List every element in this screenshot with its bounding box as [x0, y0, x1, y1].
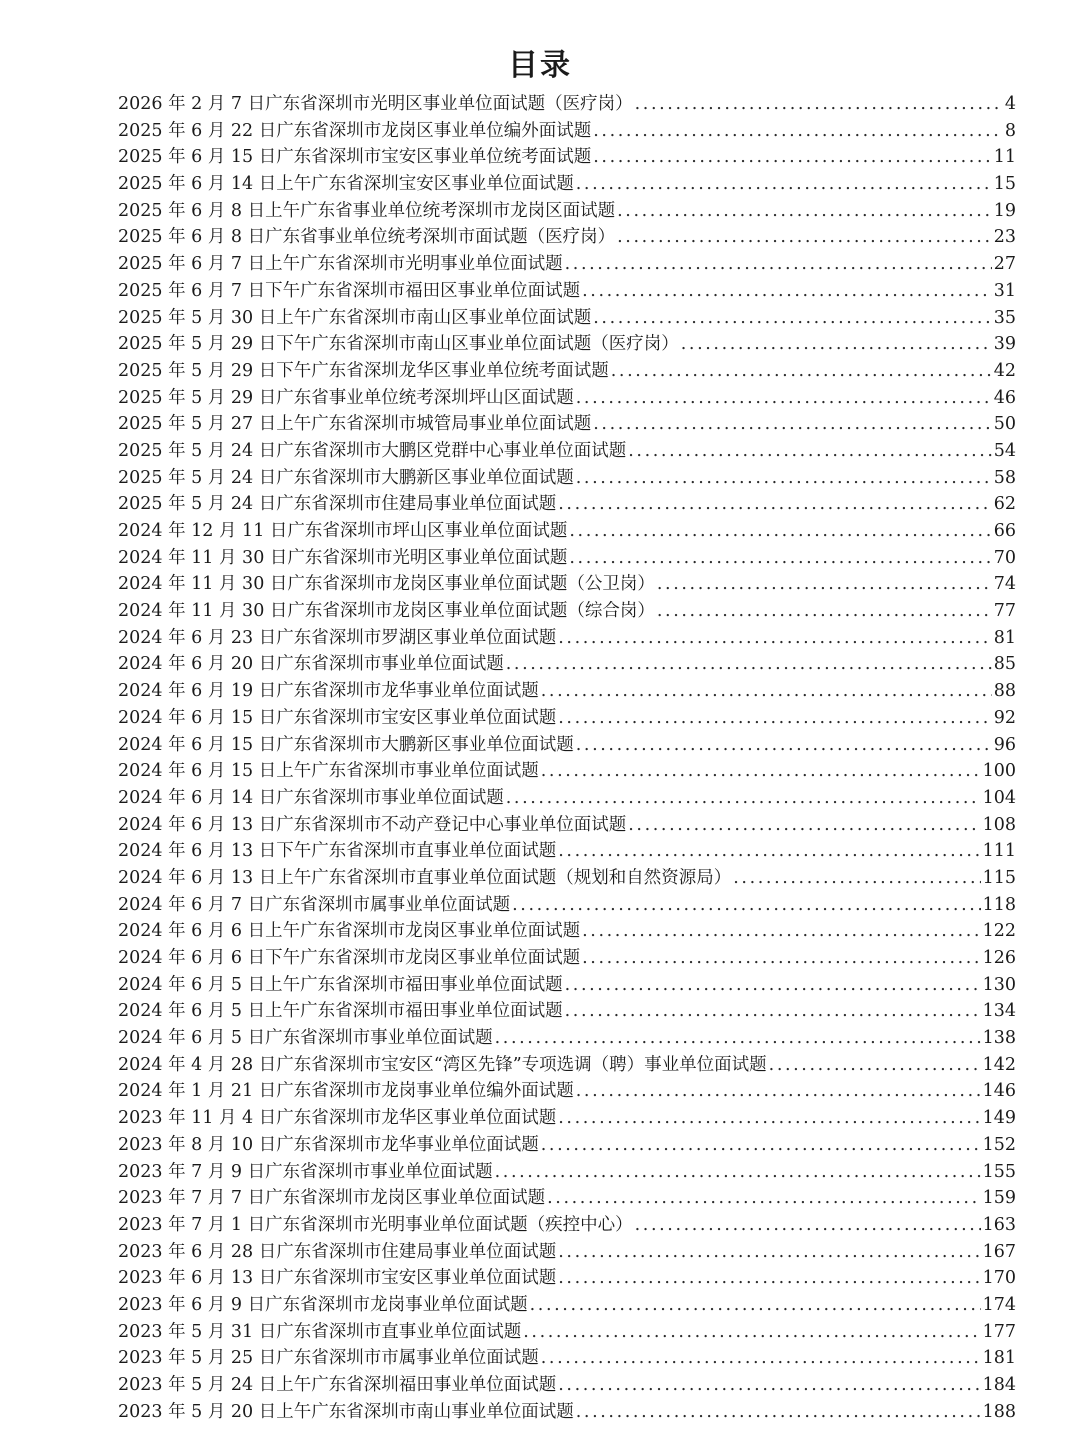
dot-leader	[530, 1292, 981, 1319]
toc-entry-title: 2024 年 6 月 6 日上午广东省深圳市龙岗区事业单位面试题	[118, 921, 581, 942]
toc-entry[interactable]	[118, 1052, 1016, 1079]
toc-entry-page-number: 177	[982, 1321, 1016, 1342]
dot-leader	[582, 918, 980, 945]
dot-leader	[628, 812, 980, 839]
toc-entry-title: 2024 年 1 月 21 日广东省深圳市龙岗事业单位编外面试题	[118, 1081, 574, 1102]
toc-entry-page-number: 184	[982, 1375, 1016, 1395]
toc-entry-title: 2025 年 6 月 22 日广东省深圳市龙岗区事业单位编外面试题	[118, 120, 592, 141]
dot-leader	[593, 411, 991, 438]
toc-entry[interactable]	[118, 972, 1016, 999]
toc-entry[interactable]	[118, 1399, 1016, 1426]
dot-leader	[495, 1159, 981, 1186]
toc-entry-title: 2024 年 11 月 30 日广东省深圳市龙岗区事业单位面试题（公卫岗）	[118, 574, 655, 595]
toc-entry-title: 2023 年 8 月 10 日广东省深圳市龙华事业单位面试题	[118, 1134, 539, 1155]
dot-leader	[558, 491, 991, 518]
toc-entry-title: 2024 年 6 月 5 日广东省深圳市事业单位面试题	[118, 1028, 493, 1049]
toc-entry-title: 2024 年 6 月 13 日广东省深圳市不动产登记中心事业单位面试题	[118, 814, 627, 835]
dot-leader	[769, 1052, 981, 1079]
toc-entry[interactable]	[118, 278, 1016, 305]
dot-leader	[617, 224, 992, 251]
toc-entry-page-number: 104	[982, 787, 1016, 808]
toc-entry-title: 2023 年 7 月 7 日广东省深圳市龙岗区事业单位面试题	[118, 1188, 546, 1209]
dot-leader	[617, 198, 992, 225]
toc-entry[interactable]	[118, 438, 1016, 465]
toc-entry-page-number: 77	[993, 601, 1016, 622]
toc-entry[interactable]	[118, 144, 1016, 171]
dot-leader	[576, 1078, 981, 1105]
dot-leader	[558, 838, 980, 865]
toc-entry-title: 2024 年 6 月 15 日广东省深圳市宝安区事业单位面试题	[118, 707, 557, 728]
toc-entry-page-number: 146	[982, 1081, 1016, 1102]
toc-entry-page-number: 35	[993, 307, 1016, 328]
dot-leader	[593, 118, 1003, 145]
toc-entry[interactable]	[118, 118, 1016, 145]
toc-entry-title: 2025 年 5 月 24 日广东省深圳市大鹏区党群中心事业单位面试题	[118, 440, 627, 461]
toc-entry-page-number: 170	[982, 1268, 1016, 1289]
toc-entry-title: 2025 年 6 月 14 日上午广东省深圳宝安区事业单位面试题	[118, 174, 574, 195]
toc-entry-page-number: 62	[993, 494, 1016, 515]
dot-leader	[582, 945, 980, 972]
toc-entry-page-number: 126	[982, 948, 1016, 968]
toc-entry-title: 2024 年 6 月 15 日广东省深圳市大鹏新区事业单位面试题	[118, 734, 574, 755]
toc-entry[interactable]	[118, 571, 1016, 598]
toc-entry-page-number: 152	[982, 1134, 1016, 1155]
dot-leader	[565, 998, 981, 1025]
toc-entry-title: 2024 年 11 月 30 日广东省深圳市光明区事业单位面试题	[118, 547, 568, 568]
toc-entry-page-number: 142	[982, 1054, 1016, 1075]
toc-entry[interactable]	[118, 865, 1016, 892]
dot-leader	[541, 1132, 981, 1159]
toc-entry-page-number: 115	[982, 867, 1016, 888]
toc-entry-page-number: 149	[982, 1108, 1016, 1129]
toc-entry-page-number: 31	[993, 280, 1016, 301]
toc-entry-page-number: 4	[1004, 94, 1016, 114]
toc-entry[interactable]	[118, 331, 1016, 358]
toc-entry-page-number: 108	[982, 814, 1016, 835]
toc-entry-page-number: 50	[993, 414, 1016, 435]
dot-leader	[512, 892, 980, 919]
toc-entry[interactable]	[118, 678, 1016, 705]
toc-entry[interactable]	[118, 892, 1016, 919]
toc-entry-page-number: 118	[982, 894, 1016, 915]
toc-entry-title: 2024 年 6 月 20 日广东省深圳市事业单位面试题	[118, 654, 504, 675]
toc-entry-title: 2025 年 6 月 15 日广东省深圳市宝安区事业单位统考面试题	[118, 147, 592, 168]
toc-entry[interactable]	[118, 945, 1016, 972]
toc-entry-title: 2023 年 5 月 24 日上午广东省深圳福田事业单位面试题	[118, 1375, 557, 1395]
toc-entry-page-number: 111	[982, 841, 1016, 862]
toc-entry-title: 2024 年 4 月 28 日广东省深圳市宝安区“湾区先锋”专项选调（聘）事业单位面试题	[118, 1054, 767, 1075]
dot-leader	[582, 278, 992, 305]
dot-leader	[593, 144, 991, 171]
toc-entry[interactable]	[118, 758, 1016, 785]
dot-leader	[558, 705, 991, 732]
toc-entry-page-number: 11	[993, 147, 1016, 168]
toc-entry[interactable]	[118, 998, 1016, 1025]
toc-entry[interactable]	[118, 1078, 1016, 1105]
toc-entry[interactable]	[118, 224, 1016, 251]
toc-entry-title: 2023 年 5 月 31 日广东省深圳市直事业单位面试题	[118, 1321, 522, 1342]
toc-entry-title: 2024 年 6 月 5 日上午广东省深圳市福田事业单位面试题	[118, 974, 563, 995]
toc-entry-page-number: 167	[982, 1241, 1016, 1262]
toc-entry-title: 2025 年 5 月 30 日上午广东省深圳市南山区事业单位面试题	[118, 307, 592, 328]
toc-entry-page-number: 155	[982, 1161, 1016, 1182]
toc-entry[interactable]	[118, 1239, 1016, 1266]
toc-entry-title: 2023 年 7 月 9 日广东省深圳市事业单位面试题	[118, 1161, 493, 1182]
toc-entry-title: 2023 年 11 月 4 日广东省深圳市龙华区事业单位面试题	[118, 1108, 557, 1129]
toc-entry-title: 2026 年 2 月 7 日广东省深圳市光明区事业单位面试题（医疗岗）	[118, 94, 633, 114]
dot-leader	[565, 972, 981, 999]
toc-entry[interactable]	[118, 651, 1016, 678]
toc-entry[interactable]	[118, 1292, 1016, 1319]
dot-leader	[576, 171, 992, 198]
table-of-contents	[118, 91, 1016, 1425]
toc-entry-page-number: 130	[982, 974, 1016, 995]
toc-entry-page-number: 174	[982, 1294, 1016, 1315]
toc-entry[interactable]	[118, 465, 1016, 492]
dot-leader	[565, 251, 992, 278]
toc-entry-title: 2025 年 5 月 29 日下午广东省深圳市南山区事业单位面试题（医疗岗）	[118, 334, 679, 355]
toc-entry-page-number: 181	[982, 1348, 1016, 1369]
toc-entry-title: 2024 年 6 月 13 日上午广东省深圳市直事业单位面试题（规划和自然资源局）	[118, 867, 732, 888]
toc-entry-title: 2024 年 6 月 5 日上午广东省深圳市福田事业单位面试题	[118, 1001, 563, 1022]
dot-leader	[541, 678, 992, 705]
dot-leader	[569, 545, 991, 572]
toc-entry-title: 2023 年 7 月 1 日广东省深圳市光明事业单位面试题（疾控中心）	[118, 1214, 633, 1235]
toc-entry[interactable]	[118, 1265, 1016, 1292]
toc-entry-title: 2024 年 6 月 14 日广东省深圳市事业单位面试题	[118, 787, 504, 808]
toc-entry[interactable]	[118, 598, 1016, 625]
toc-entry-page-number: 138	[982, 1028, 1016, 1049]
toc-entry-page-number: 46	[993, 387, 1016, 408]
toc-entry-title: 2025 年 5 月 24 日广东省深圳市大鹏新区事业单位面试题	[118, 467, 574, 488]
toc-entry-title: 2024 年 11 月 30 日广东省深圳市龙岗区事业单位面试题（综合岗）	[118, 601, 655, 622]
toc-entry-page-number: 74	[993, 574, 1016, 595]
toc-entry-page-number: 81	[993, 627, 1016, 648]
toc-entry[interactable]	[118, 171, 1016, 198]
toc-entry[interactable]	[118, 705, 1016, 732]
dot-leader	[558, 1239, 980, 1266]
toc-entry-page-number: 15	[993, 174, 1016, 195]
toc-entry-page-number: 23	[993, 227, 1016, 248]
toc-entry-title: 2025 年 5 月 29 日下午广东省深圳龙华区事业单位统考面试题	[118, 360, 609, 381]
toc-entry-title: 2025 年 6 月 7 日上午广东省深圳市光明事业单位面试题	[118, 254, 563, 275]
dot-leader	[635, 1212, 981, 1239]
toc-entry-page-number: 19	[993, 200, 1016, 221]
toc-entry[interactable]	[118, 1372, 1016, 1399]
toc-entry-title: 2024 年 6 月 6 日下午广东省深圳市龙岗区事业单位面试题	[118, 948, 581, 968]
page-title: 目录	[508, 48, 572, 84]
toc-entry-title: 2024 年 12 月 11 日广东省深圳市坪山区事业单位面试题	[118, 521, 568, 541]
dot-leader	[576, 385, 992, 412]
toc-entry-page-number: 100	[982, 761, 1016, 782]
toc-entry[interactable]	[118, 491, 1016, 518]
toc-entry-title: 2025 年 5 月 24 日广东省深圳市住建局事业单位面试题	[118, 494, 557, 515]
toc-entry-title: 2025 年 5 月 29 日广东省事业单位统考深圳坪山区面试题	[118, 387, 574, 408]
toc-entry-page-number: 70	[993, 547, 1016, 568]
dot-leader	[733, 865, 980, 892]
toc-entry-title: 2023 年 6 月 13 日广东省深圳市宝安区事业单位面试题	[118, 1268, 557, 1289]
dot-leader	[681, 331, 992, 358]
toc-entry[interactable]	[118, 785, 1016, 812]
toc-entry[interactable]	[118, 1025, 1016, 1052]
toc-entry[interactable]	[118, 1345, 1016, 1372]
toc-entry-title: 2023 年 6 月 28 日广东省深圳市住建局事业单位面试题	[118, 1241, 557, 1262]
toc-entry-title: 2023 年 5 月 25 日广东省深圳市市属事业单位面试题	[118, 1348, 539, 1369]
toc-entry[interactable]	[118, 411, 1016, 438]
toc-entry-page-number: 122	[982, 921, 1016, 942]
toc-entry[interactable]	[118, 732, 1016, 759]
toc-entry[interactable]	[118, 1105, 1016, 1132]
toc-entry-page-number: 66	[993, 521, 1016, 541]
toc-entry-page-number: 96	[993, 734, 1016, 755]
toc-entry-page-number: 8	[1004, 120, 1016, 141]
dot-leader	[569, 518, 991, 545]
toc-entry-title: 2024 年 6 月 7 日广东省深圳市属事业单位面试题	[118, 894, 511, 915]
toc-entry-page-number: 188	[982, 1401, 1016, 1422]
toc-entry[interactable]	[118, 812, 1016, 839]
toc-entry[interactable]	[118, 838, 1016, 865]
dot-leader	[657, 571, 992, 598]
dot-leader	[593, 305, 991, 332]
toc-entry[interactable]	[118, 385, 1016, 412]
toc-entry-page-number: 54	[993, 440, 1016, 461]
dot-leader	[657, 598, 992, 625]
toc-entry[interactable]	[118, 1212, 1016, 1239]
toc-entry-page-number: 39	[993, 334, 1016, 355]
dot-leader	[558, 1265, 980, 1292]
toc-entry[interactable]	[118, 1132, 1016, 1159]
dot-leader	[506, 651, 992, 678]
toc-entry[interactable]	[118, 91, 1016, 118]
toc-entry-page-number: 163	[982, 1214, 1016, 1235]
toc-entry[interactable]	[118, 251, 1016, 278]
dot-leader	[576, 1399, 981, 1426]
dot-leader	[547, 1185, 980, 1212]
toc-entry-page-number: 134	[982, 1001, 1016, 1022]
dot-leader	[628, 438, 991, 465]
toc-entry[interactable]	[118, 358, 1016, 385]
dot-leader	[611, 358, 992, 385]
toc-entry-title: 2024 年 6 月 19 日广东省深圳市龙华事业单位面试题	[118, 681, 539, 702]
toc-entry-page-number: 88	[993, 681, 1016, 702]
toc-entry-page-number: 27	[993, 254, 1016, 275]
toc-entry-title: 2025 年 6 月 7 日下午广东省深圳市福田区事业单位面试题	[118, 280, 581, 301]
toc-entry-page-number: 58	[993, 467, 1016, 488]
toc-entry[interactable]	[118, 545, 1016, 572]
toc-entry-page-number: 92	[993, 707, 1016, 728]
toc-entry-title: 2023 年 6 月 9 日广东省深圳市龙岗事业单位面试题	[118, 1294, 528, 1315]
toc-entry[interactable]	[118, 518, 1016, 545]
dot-leader	[506, 785, 981, 812]
toc-entry[interactable]	[118, 305, 1016, 332]
dot-leader	[558, 1105, 980, 1132]
dot-leader	[558, 1372, 980, 1399]
dot-leader	[523, 1319, 980, 1346]
toc-entry[interactable]	[118, 1319, 1016, 1346]
toc-entry-title: 2025 年 6 月 8 日广东省事业单位统考深圳市面试题（医疗岗）	[118, 227, 616, 248]
dot-leader	[558, 625, 991, 652]
dot-leader	[635, 91, 1003, 118]
toc-entry[interactable]	[118, 198, 1016, 225]
dot-leader	[576, 732, 992, 759]
toc-entry-title: 2023 年 5 月 20 日上午广东省深圳市南山事业单位面试题	[118, 1401, 574, 1422]
toc-entry-title: 2025 年 6 月 8 日上午广东省事业单位统考深圳市龙岗区面试题	[118, 200, 616, 221]
toc-entry-title: 2024 年 6 月 23 日广东省深圳市罗湖区事业单位面试题	[118, 627, 557, 648]
toc-entry-page-number: 85	[993, 654, 1016, 675]
dot-leader	[541, 1345, 981, 1372]
dot-leader	[576, 465, 992, 492]
toc-entry-page-number: 159	[982, 1188, 1016, 1209]
dot-leader	[495, 1025, 981, 1052]
toc-entry[interactable]	[118, 1185, 1016, 1212]
toc-entry-page-number: 42	[993, 360, 1016, 381]
dot-leader	[541, 758, 981, 785]
toc-entry[interactable]	[118, 918, 1016, 945]
toc-entry[interactable]	[118, 625, 1016, 652]
toc-entry[interactable]	[118, 1159, 1016, 1186]
toc-entry-title: 2025 年 5 月 27 日上午广东省深圳市城管局事业单位面试题	[118, 414, 592, 435]
toc-entry-title: 2024 年 6 月 15 日上午广东省深圳市事业单位面试题	[118, 761, 539, 782]
toc-entry-title: 2024 年 6 月 13 日下午广东省深圳市直事业单位面试题	[118, 841, 557, 862]
